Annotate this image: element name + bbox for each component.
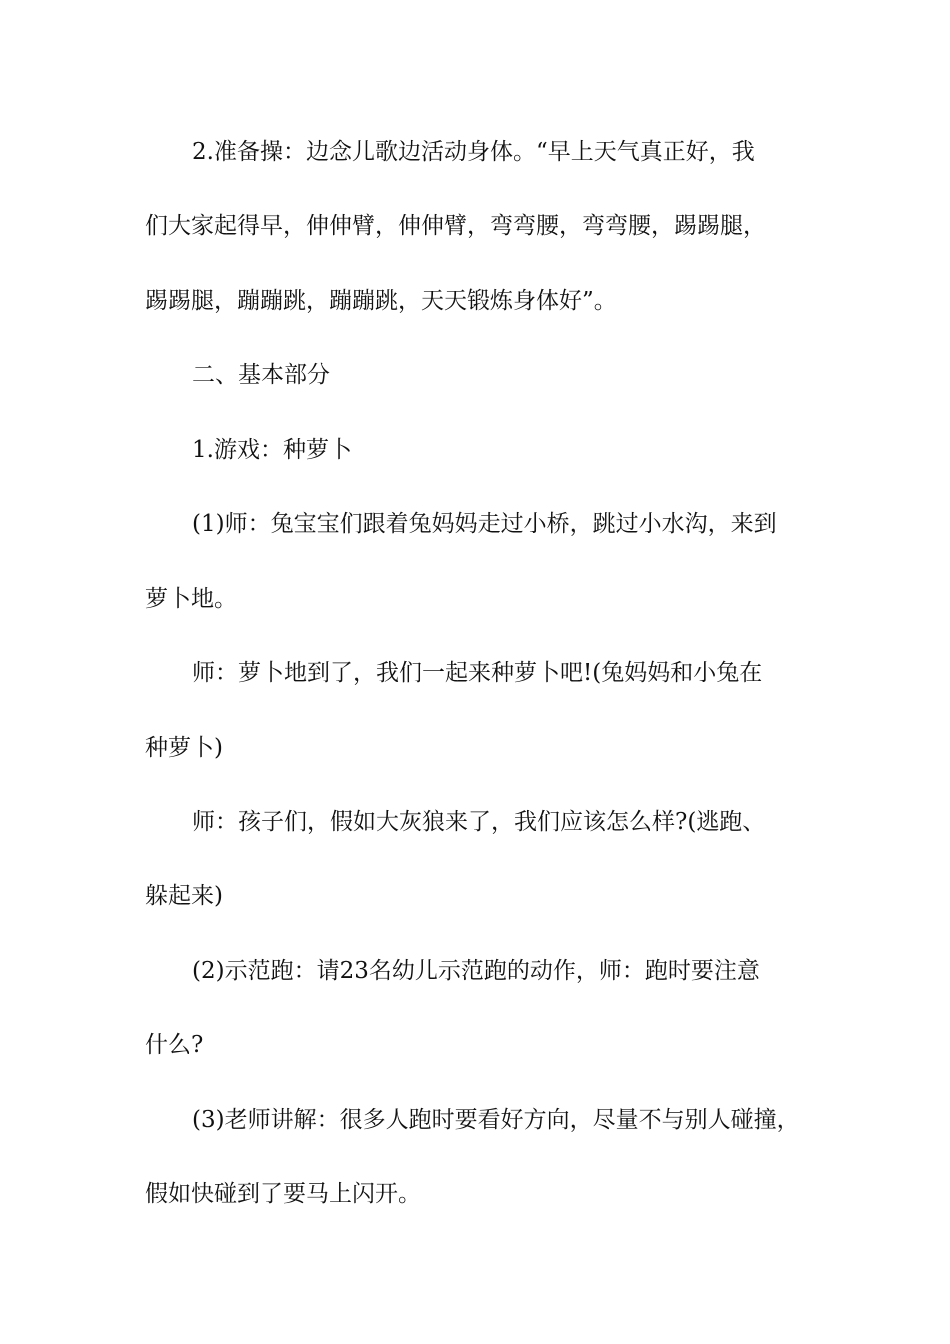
paragraph-line: (1)师：兔宝宝们跟着兔妈妈走过小桥，跳过小水沟，来到 <box>192 511 777 537</box>
paragraph-line: 什么? <box>145 1032 204 1058</box>
paragraph-line: 萝卜地。 <box>145 586 237 612</box>
paragraph-line: (2)示范跑：请23名幼儿示范跑的动作，师：跑时要注意 <box>192 958 760 984</box>
paragraph-line: 2.准备操：边念儿歌边活动身体。“早上天气真正好，我 <box>192 139 755 165</box>
paragraph-line: (3)老师讲解：很多人跑时要看好方向，尽量不与别人碰撞， <box>192 1107 800 1133</box>
paragraph-line: 假如快碰到了要马上闪开。 <box>145 1181 421 1207</box>
section-heading: 二、基本部分 <box>192 362 330 388</box>
paragraph-line: 躲起来) <box>145 883 223 909</box>
paragraph-line: 种萝卜) <box>145 735 223 761</box>
subsection-heading: 1.游戏：种萝卜 <box>192 437 352 463</box>
paragraph-line: 踢踢腿，蹦蹦跳，蹦蹦跳，天天锻炼身体好”。 <box>145 288 617 314</box>
paragraph-line: 师：孩子们，假如大灰狼来了，我们应该怎么样?(逃跑、 <box>192 809 766 835</box>
paragraph-line: 师：萝卜地到了，我们一起来种萝卜吧!(兔妈妈和小兔在 <box>192 660 763 686</box>
paragraph-line: 们大家起得早，伸伸臂，伸伸臂，弯弯腰，弯弯腰，踢踢腿， <box>145 213 766 239</box>
